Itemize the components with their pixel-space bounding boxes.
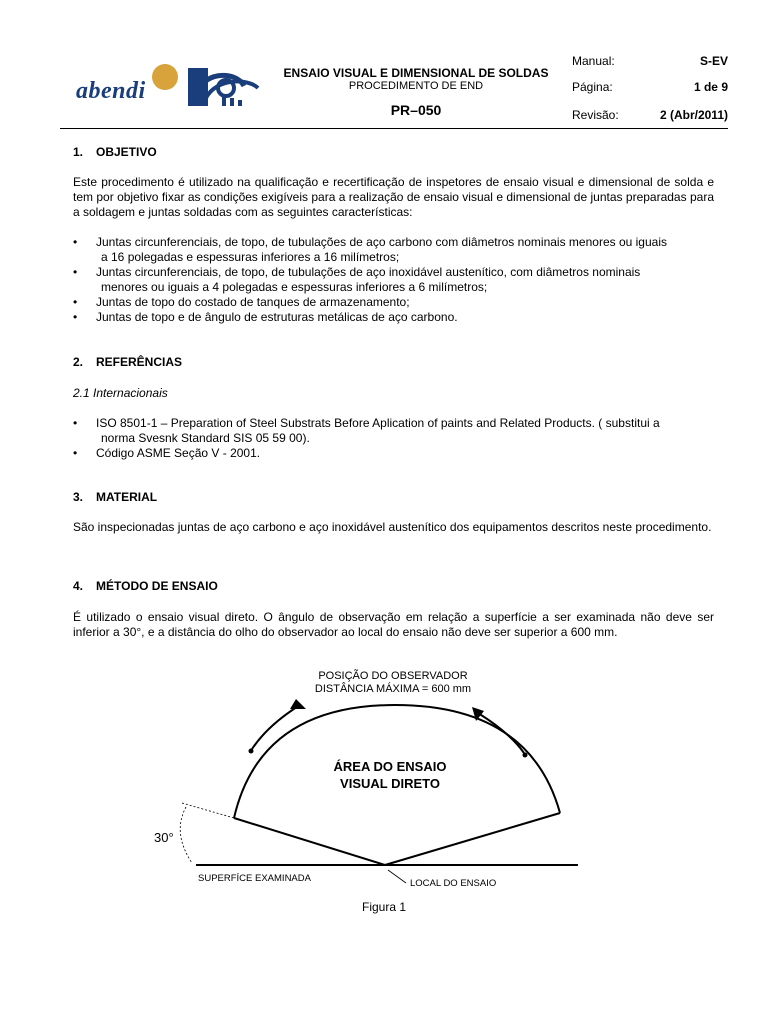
section-2-bullet-list [73,416,714,461]
test-location-label: LOCAL DO ENSAIO [410,878,497,889]
list-item: • Código ASME Seção V - 2001. [73,446,261,460]
examined-surface-label: SUPERFÍCE EXAMINADA [198,873,311,884]
section-4-number: 4. [73,579,84,593]
bullet-icon: • [73,235,78,249]
section-3-heading [73,490,157,504]
document-title: ENSAIO VISUAL E DIMENSIONAL DE SOLDAS [283,66,549,80]
right-observer-arc [478,713,524,753]
list-item: • Juntas circunferenciais, de topo, de tubulações de aço inoxidável austenítico, com diâmetros nominais menores ou iguais a 4 polegadas e espessuras inferiores a 6 milímetros; [73,265,641,294]
abendi-logo [74,64,180,110]
section-2-heading [73,355,182,369]
section-3-title: MATERIAL [96,490,158,504]
left-arc-end-dot [249,749,254,754]
manual-value: S-EV [699,54,728,68]
section-2-number: 2. [73,355,84,369]
max-distance-label: DISTÂNCIA MÁXIMA = 600 mm [314,683,472,695]
list-item: • ISO 8501-1 – Preparation of Steel Substrats Before Aplication of paints and Related Products. ( substitui a norma Svesnk Standard SIS 05 59 00). [73,416,660,445]
list-item: • Juntas circunferenciais, de topo, de tubulações de aço carbono com diâmetros nominais menores ou iguais a 16 polegadas e espessuras inferiores a 16 milímetros; [73,235,667,264]
document-header [60,44,728,132]
angle-arc [180,807,192,863]
test-area-label-line2: VISUAL DIRETO [340,776,440,791]
revision-label: Revisão: [572,108,619,122]
header-divider [60,128,728,129]
inspection-diagram [150,665,590,895]
section-4-heading [73,579,218,593]
test-area-label-line1: ÁREA DO ENSAIO [333,759,447,774]
abendi-logo-text: abendi [76,78,146,104]
manual-label: Manual: [572,54,615,68]
observer-position-label: POSIÇÃO DO OBSERVADOR [318,670,468,682]
test-location-leader [388,870,406,883]
right-sight-line [385,813,560,865]
list-item: • Juntas de topo do costado de tanques de armazenamento; [73,295,410,309]
document-subtitle: PROCEDIMENTO DE END [348,80,484,92]
section-4-paragraph: É utilizado o ensaio visual direto. O ângulo de observação em relação a superfície a ser examinada não deve ser inferior a 30°, e a distância do olho do observador ao local do ensaio não deve ser superior a 600 mm. [73,610,714,639]
left-arrowhead-icon [290,699,306,709]
angle-reference-line [182,803,234,818]
document-code: PR–050 [390,102,442,118]
section-1-bullet-list [73,235,714,325]
bullet-icon: • [73,295,78,309]
bullet-icon: • [73,265,78,279]
left-sight-line [234,818,385,865]
section-1-number: 1. [73,145,84,159]
section-3-number: 3. [73,490,84,504]
bullet-icon: • [73,310,78,324]
section-2-title: REFERÊNCIAS [96,355,183,369]
bullet-icon: • [73,446,78,460]
page-label: Página: [572,80,613,94]
page-value: 1 de 9 [693,80,728,94]
section-4-title: MÉTODO DE ENSAIO [96,579,218,593]
institution-logo [186,64,260,110]
revision-value: 2 (Abr/2011) [659,108,728,122]
section-1-title: OBJETIVO [96,145,157,159]
section-2-1-subtitle: 2.1 Internacionais [73,386,168,400]
figure-caption: Figura 1 [361,900,407,914]
angle-label: 30° [154,830,174,845]
list-item: • Juntas de topo e de ângulo de estruturas metálicas de aço carbono. [73,310,458,324]
section-1-heading [73,145,157,159]
logo-dot-shape [152,64,178,90]
bullet-icon: • [73,416,78,430]
section-3-paragraph: São inspecionadas juntas de aço carbono e aço inoxidável austenítico dos equipamentos descritos neste procedimento. [73,520,712,534]
right-arc-end-dot [523,753,528,758]
section-1-paragraph: Este procedimento é utilizado na qualificação e recertificação de inspetores de ensaio visual e dimensional de solda e tem por objetivo fixar as condições exigíveis para a realização de ensaio visual e dimensional de juntas preparadas para a soldagem e juntas soldadas com as seguintes características: [73,175,714,219]
